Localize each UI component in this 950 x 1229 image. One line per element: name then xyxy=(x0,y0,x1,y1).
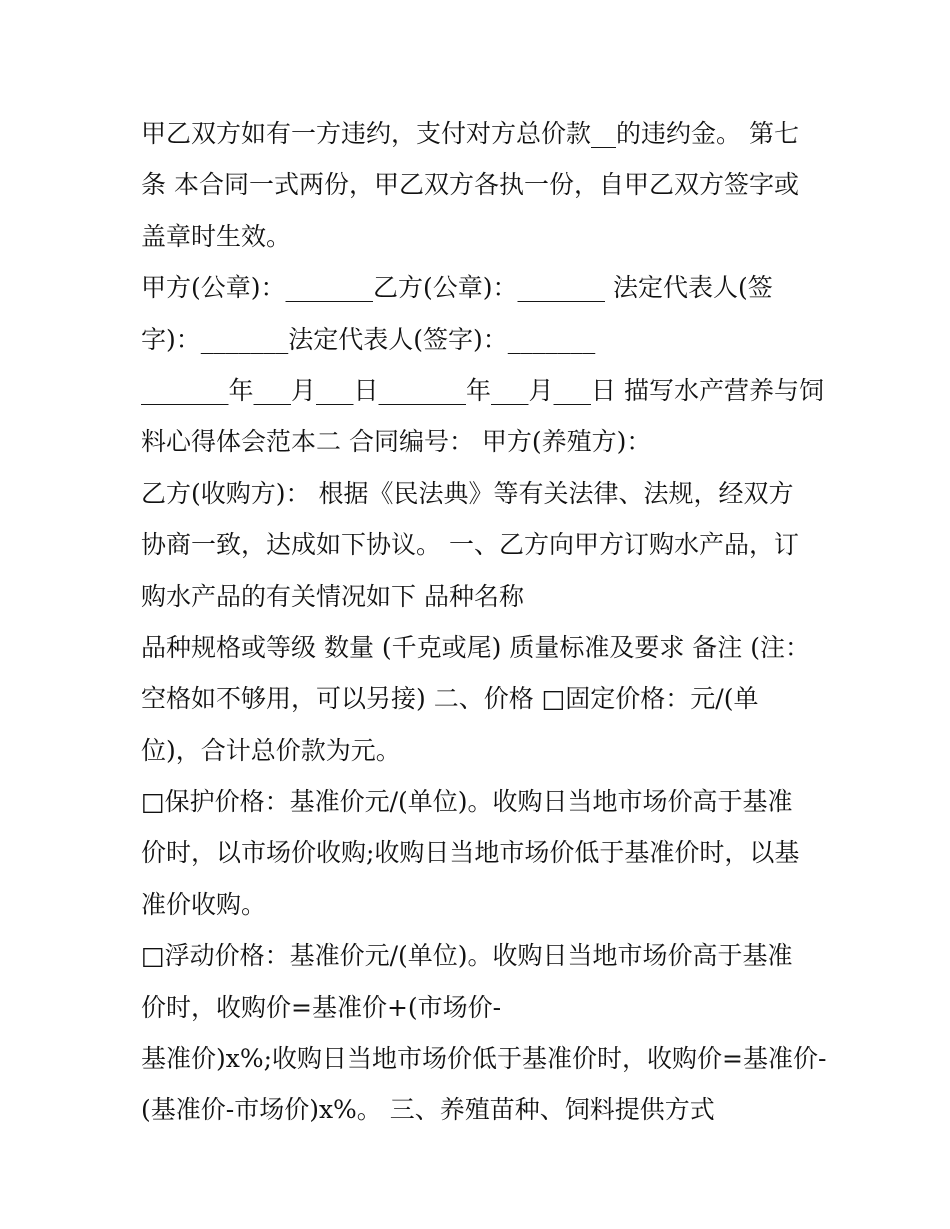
text-line: 甲方(公章)：_______乙方(公章)：_______ 法定代表人(签 xyxy=(141,273,773,303)
text-line: 料心得体会范本二 合同编号： 甲方(养殖方)： xyxy=(141,427,652,457)
text-line: _______年___月___日_______年___月___日 描写水产营养与饲 xyxy=(141,375,824,405)
text-line: 基准价)x%;收购日当地市场价低于基准价时，收购价=基准价- xyxy=(141,1044,827,1074)
text-line: □保护价格：基准价元/(单位)。收购日当地市场价高于基准 xyxy=(141,787,793,817)
text-line: 甲乙双方如有一方违约，支付对方总价款__的违约金。 第七 xyxy=(141,119,799,148)
text-line: (基准价-市场价)x%。 三、养殖苗种、饲料提供方式 xyxy=(141,1095,715,1125)
text-line: 价时，收购价=基准价+(市场价- xyxy=(141,992,502,1022)
text-line: 条 本合同一式两份，甲乙双方各执一份，自甲乙双方签字或 xyxy=(141,170,799,200)
text-line: □浮动价格：基准价元/(单位)。收购日当地市场价高于基准 xyxy=(141,941,793,971)
text-line: 价时，以市场价收购;收购日当地市场价低于基准价时，以基 xyxy=(141,838,800,868)
text-line: 乙方(收购方)： 根据《民法典》等有关法律、法规，经双方 xyxy=(141,478,794,508)
text-line: 品种规格或等级 数量 (千克或尾) 质量标准及要求 备注 (注： xyxy=(141,632,810,662)
text-line: 协商一致，达成如下协议。 一、乙方向甲方订购水产品，订 xyxy=(141,530,799,560)
text-line: 准价收购。 xyxy=(141,889,267,919)
text-line: 购水产品的有关情况如下 品种名称 xyxy=(141,581,524,611)
contract-text xyxy=(141,108,831,1136)
text-line: 盖章时生效。 xyxy=(141,221,292,251)
text-line: 位)，合计总价款为元。 xyxy=(141,735,401,765)
text-line: 空格如不够用，可以另接) 二、价格 □固定价格：元/(单 xyxy=(141,684,759,714)
text-line: 字)：_______法定代表人(签字)：_______ xyxy=(141,324,596,354)
